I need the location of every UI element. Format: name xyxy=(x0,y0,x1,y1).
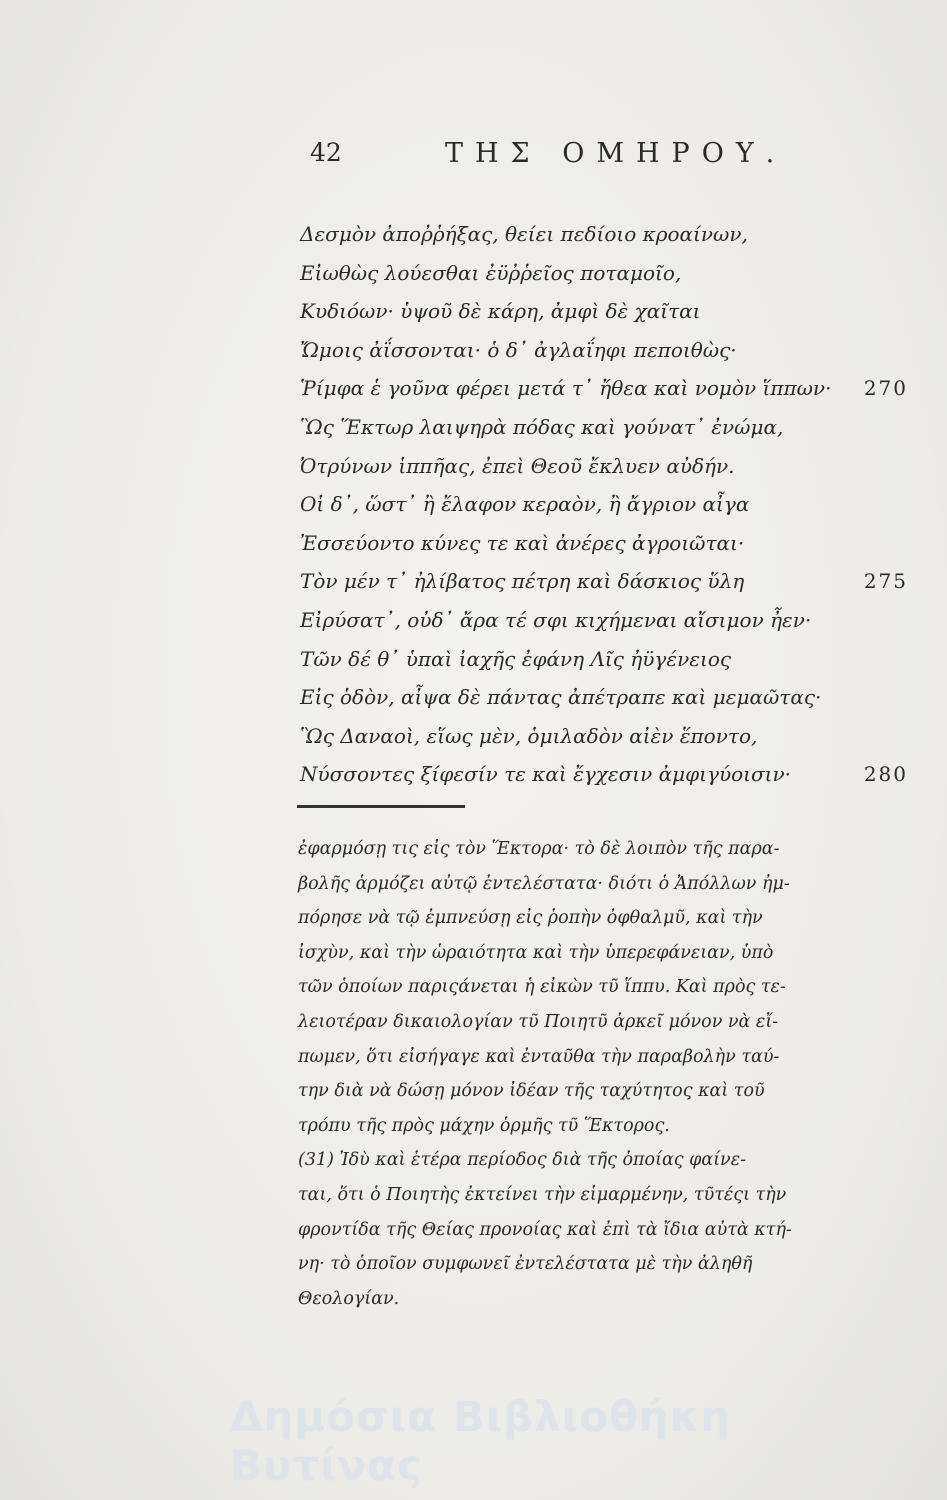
verse-block xyxy=(300,215,908,794)
line-number: 270 xyxy=(863,376,908,401)
footnote-line: πωμεν, ὅτι εἰσήγαγε καὶ ἐνταῦθα τὴν παραβολὴν ταύ- xyxy=(298,1046,780,1067)
page-number: 42 xyxy=(310,138,342,167)
verse-line: Εἰρύσατ᾽, οὐδ᾽ ἄρα τέ σφι κιχήμεναι αἴσιμον ἦεν· xyxy=(300,607,812,632)
line-number: 275 xyxy=(863,569,908,594)
verse-line: Ἐσσεύοντο κύνες τε καὶ ἀνέρες ἀγροιῶται· xyxy=(300,530,745,555)
verse-line: Τῶν δέ θ᾽ ὑπαὶ ἰαχῆς ἐφάνη Λῖς ἠϋγένειος xyxy=(300,646,732,671)
verse-line: Τὸν μέν τ᾽ ἠλίβατος πέτρη καὶ δάσκιος ὕλη 275 xyxy=(300,562,900,601)
footnote-line: Θεολογίαν. xyxy=(298,1288,400,1309)
footnote-block xyxy=(298,832,908,1316)
footnote-line: ται, ὅτι ὁ Ποιητὴς ἐκτείνει τὴν εἱμαρμένην, τῦτέςι τὴν xyxy=(298,1184,787,1205)
footnote-line: βολῆς ἁρμόζει αὐτῷ ἐντελέστατα· διότι ὁ Ἀπόλλων ἠμ- xyxy=(298,873,790,894)
verse-line: Ὤμοις ἀΐσσονται· ὁ δ᾽ ἀγλαΐηφι πεποιθὼς· xyxy=(300,337,737,362)
footnote-line: τῶν ὁποίων παριςάνεται ἡ εἰκὼν τῦ ἵππυ. Καὶ πρὸς τε- xyxy=(298,977,786,998)
footnote-line: ἰσχὺν, καὶ τὴν ὡραιότητα καὶ τὴν ὑπερεφάνειαν, ὑπὸ xyxy=(298,942,774,963)
verse-line: Ὀτρύνων ἱππῆας, ἐπεὶ Θεοῦ ἔκλυεν αὐδήν. xyxy=(300,453,735,478)
verse-line: Ὣς Δαναοὶ, εἵως μὲν, ὁμιλαδὸν αἰὲν ἕποντο, xyxy=(300,723,758,748)
verse-line: Εἰωθὼς λούεσθαι ἐϋῤῥεῖος ποταμοῖο, xyxy=(300,260,682,285)
line-number: 280 xyxy=(863,762,908,787)
footnote-rule xyxy=(297,805,465,808)
verse-line: Ὣς Ἕκτωρ λαιψηρὰ πόδας καὶ γούνατ᾽ ἐνώμα, xyxy=(300,414,784,439)
verse-line: Κυδιόων· ὑψοῦ δὲ κάρη, ἀμφὶ δὲ χαῖται xyxy=(300,299,701,324)
verse-line: Εἰς ὁδὸν, αἶψα δὲ πάντας ἀπέτραπε καὶ μεμαῶτας· xyxy=(300,685,822,710)
footnote-line: πόρησε νὰ τῷ ἐμπνεύσῃ εἰς ῥοπὴν ὀφθαλμῦ, καὶ τὴν xyxy=(298,908,763,929)
footnote-line: τρόπυ τῆς πρὸς μάχην ὁρμῆς τῦ Ἕκτορος. xyxy=(298,1115,670,1136)
library-watermark: Δημόσια Βιβλιοθήκη Βυτίνας xyxy=(230,1392,732,1490)
running-title: ΤΗΣ ΟΜΗΡΟΥ. xyxy=(445,138,787,169)
verse-line: Δεσμὸν ἀποῤῥήξας, θείει πεδίοιο κροαίνων, xyxy=(300,222,748,246)
verse-line: Νύσσοντες ξίφεσίν τε καὶ ἔγχεσιν ἀμφιγύοισιν· 280 xyxy=(300,755,900,794)
verse-line: Οἱ δ᾽, ὥστ᾽ ἢ ἔλαφον κεραὸν, ἢ ἄγριον αἶγα xyxy=(300,492,750,517)
footnote-line: ἐφαρμόσῃ τις εἰς τὸν Ἕκτορα· τὸ δὲ λοιπὸν τῆς παρα- xyxy=(298,839,780,859)
footnote-line: την διὰ νὰ δώσῃ μόνον ἰδέαν τῆς ταχύτητος καὶ τοῦ xyxy=(298,1081,765,1102)
page-header xyxy=(310,138,790,178)
footnote-line: φροντίδα τῆς Θείας προνοίας καὶ ἐπὶ τὰ ἴδια αὐτὰ κτή- xyxy=(298,1219,792,1240)
footnote-line: (31) Ἰδὺ καὶ ἑτέρα περίοδος διὰ τῆς ὁποίας φαίνε- xyxy=(298,1150,747,1171)
verse-line: Ῥίμφα ἑ γοῦνα φέρει μετά τ᾽ ἤθεα καὶ νομὸν ἵππων· 270 xyxy=(300,369,900,408)
footnote-line: λειοτέραν δικαιολογίαν τῦ Ποιητῦ ἀρκεῖ μόνον νὰ εἴ- xyxy=(298,1011,779,1032)
footnote-line: νη· τὸ ὁποῖον συμφωνεῖ ἐντελέστατα μὲ τὴν ἀληθῆ xyxy=(298,1254,753,1275)
